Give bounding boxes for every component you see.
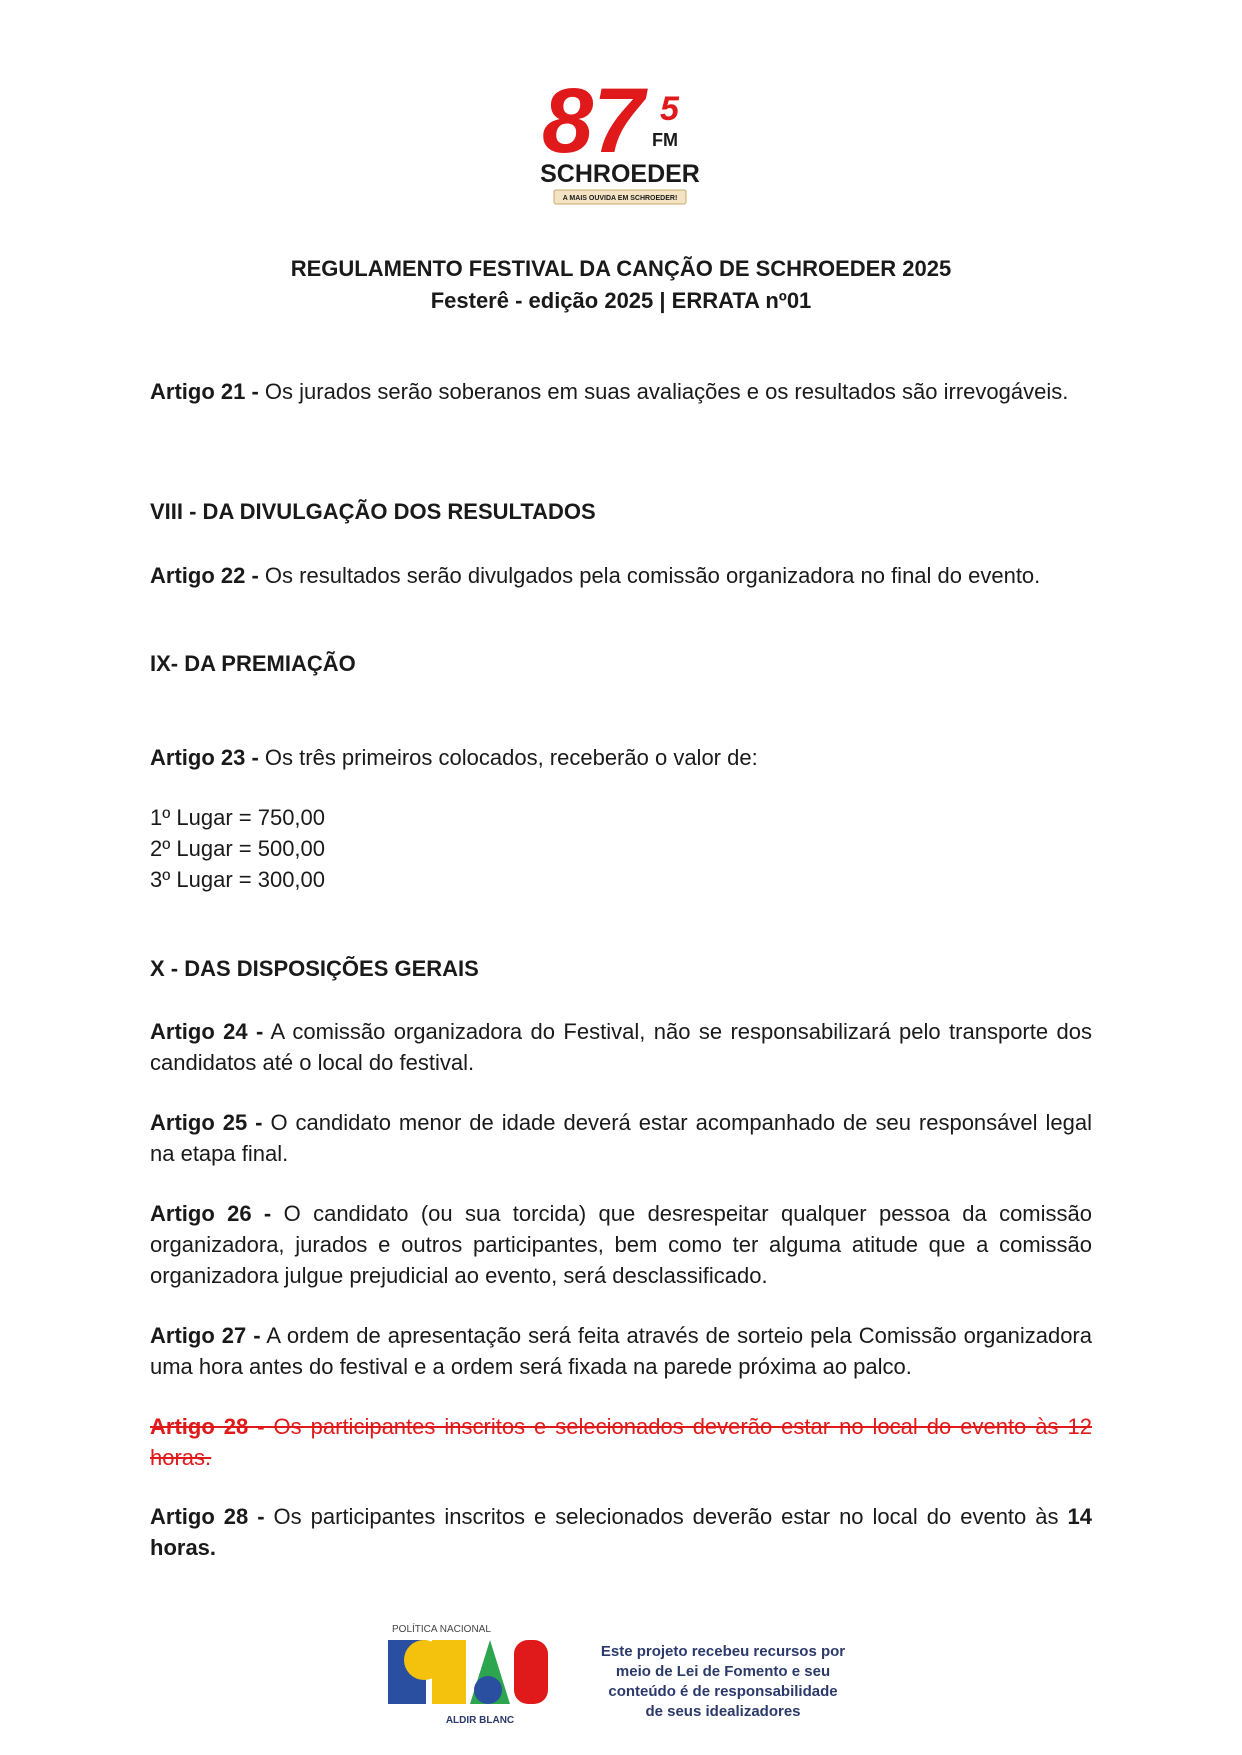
article-28 bbox=[150, 1501, 1092, 1563]
logo-number: 87 bbox=[542, 70, 645, 172]
logo-band: FM bbox=[652, 130, 678, 150]
article-24-label: Artigo 24 - bbox=[150, 1019, 264, 1044]
article-22-text: Os resultados serão divulgados pela comissão organizadora no final do evento. bbox=[264, 563, 1041, 588]
article-23 bbox=[150, 742, 1092, 773]
document-title: REGULAMENTO FESTIVAL DA CANÇÃO DE SCHROEDER 2025 bbox=[290, 256, 952, 281]
footer bbox=[380, 1620, 880, 1730]
article-28-struck-label: Artigo 28 - bbox=[150, 1414, 265, 1439]
logo-tagline: A MAIS OUVIDA EM SCHROEDER! bbox=[562, 195, 678, 202]
radio-logo bbox=[540, 62, 700, 222]
article-28-label: Artigo 28 - bbox=[150, 1504, 265, 1529]
article-24 bbox=[150, 1016, 1092, 1078]
pnab-name: ALDIR BLANC bbox=[445, 1715, 515, 1726]
article-27-text: A ordem de apresentação será feita através de sorteio pela Comissão organizadora uma hora antes do festival e a ordem será fixada na parede próxima ao palco. bbox=[150, 1323, 1092, 1379]
article-25 bbox=[150, 1107, 1092, 1169]
pnab-shape-n bbox=[432, 1640, 466, 1704]
logo-station: SCHROEDER bbox=[540, 160, 700, 188]
article-21-text: Os jurados serão soberanos em suas avaliações e os resultados são irrevogáveis. bbox=[264, 379, 1069, 404]
article-27-label: Artigo 27 - bbox=[150, 1323, 261, 1348]
pnab-label: POLÍTICA NACIONAL bbox=[392, 1624, 491, 1635]
article-26-label: Artigo 26 - bbox=[150, 1201, 272, 1226]
article-27 bbox=[150, 1320, 1092, 1382]
article-28-text: Os participantes inscritos e selecionados deverão estar no local do evento às bbox=[273, 1504, 1059, 1529]
prize-third: 3º Lugar = 300,00 bbox=[150, 867, 326, 892]
article-22-label: Artigo 22 - bbox=[150, 563, 259, 588]
section-viii-heading: VIII - DA DIVULGAÇÃO DOS RESULTADOS bbox=[150, 499, 596, 524]
article-21 bbox=[150, 376, 1092, 407]
prize-second: 2º Lugar = 500,00 bbox=[150, 836, 326, 861]
pnab-shape-b bbox=[514, 1640, 548, 1704]
article-28-emphasis: 14 horas. bbox=[150, 1504, 1092, 1560]
article-24-text: A comissão organizadora do Festival, não se responsabilizará pelo transporte dos candidatos até o local do festival. bbox=[150, 1019, 1092, 1075]
article-22 bbox=[150, 560, 1092, 591]
section-x-heading: X - DAS DISPOSIÇÕES GERAIS bbox=[150, 956, 479, 981]
footer-notice: Este projeto recebeu recursos por meio de Lei de Fomento e seu conteúdo é de responsabilidade de seus idealizadores bbox=[600, 1643, 846, 1720]
article-23-label: Artigo 23 - bbox=[150, 745, 259, 770]
article-26-text: O candidato (ou sua torcida) que desrespeitar qualquer pessoa da comissão organizadora, jurados e outros participantes, bem como ter alguma atitude que a comissão organizadora julgue prejudicial ao evento, será desclassificado. bbox=[150, 1201, 1092, 1288]
section-ix-heading: IX- DA PREMIAÇÃO bbox=[150, 651, 356, 676]
document-subtitle: Festerê - edição 2025 | ERRATA nº01 bbox=[430, 288, 812, 313]
article-21-label: Artigo 21 - bbox=[150, 379, 259, 404]
article-23-text: Os três primeiros colocados, receberão o valor de: bbox=[264, 745, 758, 770]
article-26 bbox=[150, 1198, 1092, 1291]
prize-first: 1º Lugar = 750,00 bbox=[150, 805, 326, 830]
article-28-struck bbox=[150, 1411, 1092, 1473]
article-28-struck-text: Os participantes inscritos e selecionados deverão estar no local do evento às 12 horas. bbox=[150, 1414, 1092, 1470]
article-25-label: Artigo 25 - bbox=[150, 1110, 263, 1135]
article-25-text: O candidato menor de idade deverá estar acompanhado de seu responsável legal na etapa final. bbox=[150, 1110, 1092, 1166]
pnab-shape-circle bbox=[474, 1676, 502, 1704]
pnab-logo bbox=[380, 1620, 580, 1730]
logo-decimal: 5 bbox=[660, 90, 679, 128]
